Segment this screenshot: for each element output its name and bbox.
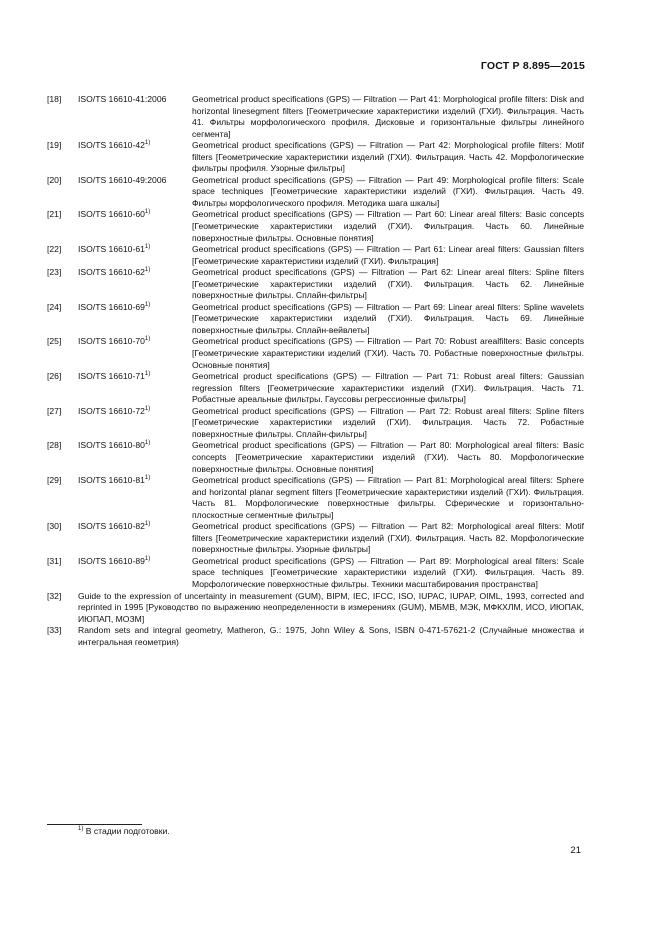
bibliography-entry	[47, 406, 584, 441]
entry-number: [24]	[47, 301, 62, 312]
entry-number: [19]	[47, 140, 62, 151]
entry-standard-code	[78, 267, 150, 279]
footnote-reference: 1)	[144, 371, 151, 378]
entry-standard-code	[78, 175, 166, 187]
entry-standard-code	[78, 371, 150, 383]
entry-description: Geometrical product specifications (GPS) — Filtration — Part 80: Morphological areal filters: Basic concepts [Геометрические характеристики изделий (ГХИ). Часть 80. Морфологические поверхностные фильтры. Основные понятия]	[192, 440, 584, 474]
footnote-reference: 1)	[144, 556, 151, 563]
entry-number: [27]	[47, 405, 62, 416]
bibliography-entry	[47, 371, 584, 406]
entry-number: [20]	[47, 174, 62, 185]
entry-description: Geometrical product specifications (GPS) — Filtration — Part 62: Linear areal filters: Spline filters [Геометрические характеристики изделий (ГХИ). Фильтрация. Часть 62. Линейные поверхностные фильтры. Сплайн-фильтры]	[192, 267, 584, 301]
footnote-reference: 1)	[144, 301, 151, 308]
footnote-reference: 1)	[144, 405, 151, 412]
bibliography-entry	[47, 556, 584, 591]
entry-number: [33]	[47, 625, 62, 636]
standard-code-text: ISO/TS 16610-62	[78, 267, 145, 278]
entry-description: Geometrical product specifications (GPS) — Filtration — Part 82: Morphological areal filters: Motif filters [Геометрические характеристики изделий (ГХИ). Фильтрация. Часть 82. Морфологические поверхностные фильтры. Узорные фильтры]	[192, 521, 584, 555]
standard-code-text: ISO/TS 16610-61	[78, 244, 145, 255]
entry-number: [23]	[47, 267, 62, 278]
bibliography-entry	[47, 302, 584, 337]
standard-code-text: ISO/TS 16610-49:2006	[78, 174, 167, 185]
standard-code-text: ISO/TS 16610-60	[78, 209, 145, 220]
standard-code-text: ISO/TS 16610-41:2006	[78, 94, 167, 104]
standard-code-text: ISO/TS 16610-80	[78, 440, 145, 451]
entry-description: Geometrical product specifications (GPS) — Filtration — Part 89: Morphological areal filters: Scale space techniques [Геометрические характеристики изделий (ГХИ). Фильтрация. Часть 89. Морфологические поверхностные фильтры. Техники масштабирования пространства]	[192, 555, 584, 589]
footnote-reference: 1)	[144, 336, 151, 343]
entry-standard-code	[78, 556, 150, 568]
entry-description: Geometrical product specifications (GPS) — Filtration — Part 61: Linear areal filters: Gaussian filters [Геометрические характеристики изделий (ГХИ). Фильтрация]	[192, 244, 584, 266]
footnote-reference: 1)	[144, 440, 151, 447]
entry-standard-code	[78, 521, 150, 533]
entry-description: Geometrical product specifications (GPS) — Filtration — Part 71: Robust areal filters: Gaussian regression filters [Геометрические характеристики изделий (ГХИ). Фильтрация. Часть 71. Робастные ареальные фильтры. Гауссовы регрессионные фильтры]	[192, 371, 584, 405]
entry-number: [26]	[47, 371, 62, 382]
entry-standard-code	[78, 209, 150, 221]
entry-standard-code	[78, 140, 150, 152]
footnote-reference: 1)	[144, 140, 151, 147]
entry-standard-code	[78, 475, 150, 487]
entry-description: Geometrical product specifications (GPS) — Filtration — Part 72: Robust areal filters: Spline filters [Геометрические характеристики изделий (ГХИ). Фильтрация. Часть 72. Робастные поверхностные фильтры. Сплайн-фильтры]	[192, 405, 584, 439]
entry-description: Geometrical product specifications (GPS) — Filtration — Part 49: Morphological profile filters: Scale space techniques [Геометрические характеристики изделий (ГХИ). Фильтрация. Часть 49. Фильтры морфологического профиля. Методика шага шкалы]	[192, 174, 584, 208]
entry-description: Geometrical product specifications (GPS) — Filtration — Part 70: Robust arealfilters: Basic concepts [Геометрические характеристики изделий (ГХИ). Часть 70. Робастные поверхностные фильтры. Основные понятия]	[192, 336, 584, 370]
bibliography-entry	[47, 209, 584, 244]
bibliography-list	[47, 94, 584, 648]
bibliography-entry	[47, 94, 584, 140]
bibliography-entry	[47, 175, 584, 210]
bibliography-entry	[47, 625, 584, 648]
entry-number: [28]	[47, 440, 62, 451]
standard-code-text: ISO/TS 16610-82	[78, 521, 145, 532]
entry-standard-code	[78, 336, 150, 348]
entry-number: [29]	[47, 475, 62, 486]
entry-standard-code	[78, 440, 150, 452]
entry-standard-code	[78, 406, 150, 418]
entry-number: [32]	[47, 590, 62, 601]
entry-description: Guide to the expression of uncertainty in measurement (GUM), BIPM, IEC, IFCC, ISO, IUPAC, IUPAP, OIML, 1993, corrected and reprinted in 1995 [Руководство по выражению неопределенности в измерениях (GUM), МБМВ, МЭК, МФКХЛМ, ИСО, ИЮПАК, ИЮПАП, МОЗМ]	[78, 590, 584, 624]
standard-code-text: ISO/TS 16610-89	[78, 555, 145, 566]
page-number: 21	[570, 845, 581, 856]
standard-code-text: ISO/TS 16610-71	[78, 371, 145, 382]
bibliography-entry	[47, 140, 584, 175]
entry-standard-code	[78, 244, 150, 256]
bibliography-entry	[47, 336, 584, 371]
footnote-reference: 1)	[144, 475, 151, 482]
footnote-reference: 1)	[144, 267, 151, 274]
footnote-reference: 1)	[144, 209, 151, 216]
bibliography-entry	[47, 475, 584, 521]
entry-standard-code	[78, 302, 150, 314]
entry-number: [21]	[47, 209, 62, 220]
footnote-text: В стадии подготовки.	[85, 826, 170, 836]
entry-description: Geometrical product specifications (GPS) — Filtration — Part 69: Linear areal filters: Spline wavelets [Геометрические характеристики изделий (ГХИ). Фильтрация. Часть 69. Линейные поверхностные фильтры. Сплайн-вейвлеты]	[192, 301, 584, 335]
footnote	[78, 826, 170, 837]
entry-description: Random sets and integral geometry, Matheron, G.: 1975, John Wiley & Sons, ISBN 0-471-57621-2 (Случайные множества и интегральная геометрия)	[78, 625, 584, 647]
footnote-divider	[47, 824, 142, 825]
footnote-reference: 1)	[144, 521, 151, 528]
entry-description: Geometrical product specifications (GPS) — Filtration — Part 81: Morphological areal filters: Sphere and horizontal planar segment filters [Геометрические характеристики изделий (ГХИ). Фильтрация. Часть 81. Морфологические поверхностные фильтры. Сферические и горизонтально-плоскостные сегментные фильтры]	[192, 475, 584, 520]
entry-number: [30]	[47, 521, 62, 532]
standard-code-text: ISO/TS 16610-42	[78, 140, 145, 151]
bibliography-entry	[47, 244, 584, 267]
standard-code-text: ISO/TS 16610-70	[78, 336, 145, 347]
standard-code-text: ISO/TS 16610-81	[78, 475, 145, 486]
standard-code-text: ISO/TS 16610-72	[78, 405, 145, 416]
standard-header: ГОСТ Р 8.895—2015	[480, 60, 585, 72]
entry-description: Geometrical product specifications (GPS) — Filtration — Part 60: Linear areal filters: Basic concepts [Геометрические характеристики изделий (ГХИ). Фильтрация. Часть 60. Линейные поверхностные фильтры. Основные понятия]	[192, 209, 584, 243]
footnote-marker: 1)	[78, 826, 84, 833]
bibliography-entry	[47, 440, 584, 475]
entry-number: [31]	[47, 555, 62, 566]
entry-standard-code	[78, 94, 166, 106]
entry-number: [22]	[47, 244, 62, 255]
footnote-reference: 1)	[144, 244, 151, 251]
bibliography-entry	[47, 591, 584, 626]
standard-code-text: ISO/TS 16610-69	[78, 301, 145, 312]
bibliography-entry	[47, 521, 584, 556]
entry-description: Geometrical product specifications (GPS) — Filtration — Part 42: Morphological profile filters: Motif filters [Геометрические характеристики изделий (ГХИ). Фильтрация. Часть 42. Морфологические фильтры профиля. Узорные фильтры]	[192, 140, 584, 174]
entry-description: Geometrical product specifications (GPS) — Filtration — Part 41: Morphological profile filters: Disk and horizontal linesegment filters [Геометрические характеристики изделий (ГХИ). Фильтрация. Часть 41. Фильтры морфологического профиля. Дисковые и горизонтальные фильтры линейного сегмента]	[192, 94, 584, 139]
bibliography-entry	[47, 267, 584, 302]
entry-number: [25]	[47, 336, 62, 347]
entry-number: [18]	[47, 94, 62, 104]
